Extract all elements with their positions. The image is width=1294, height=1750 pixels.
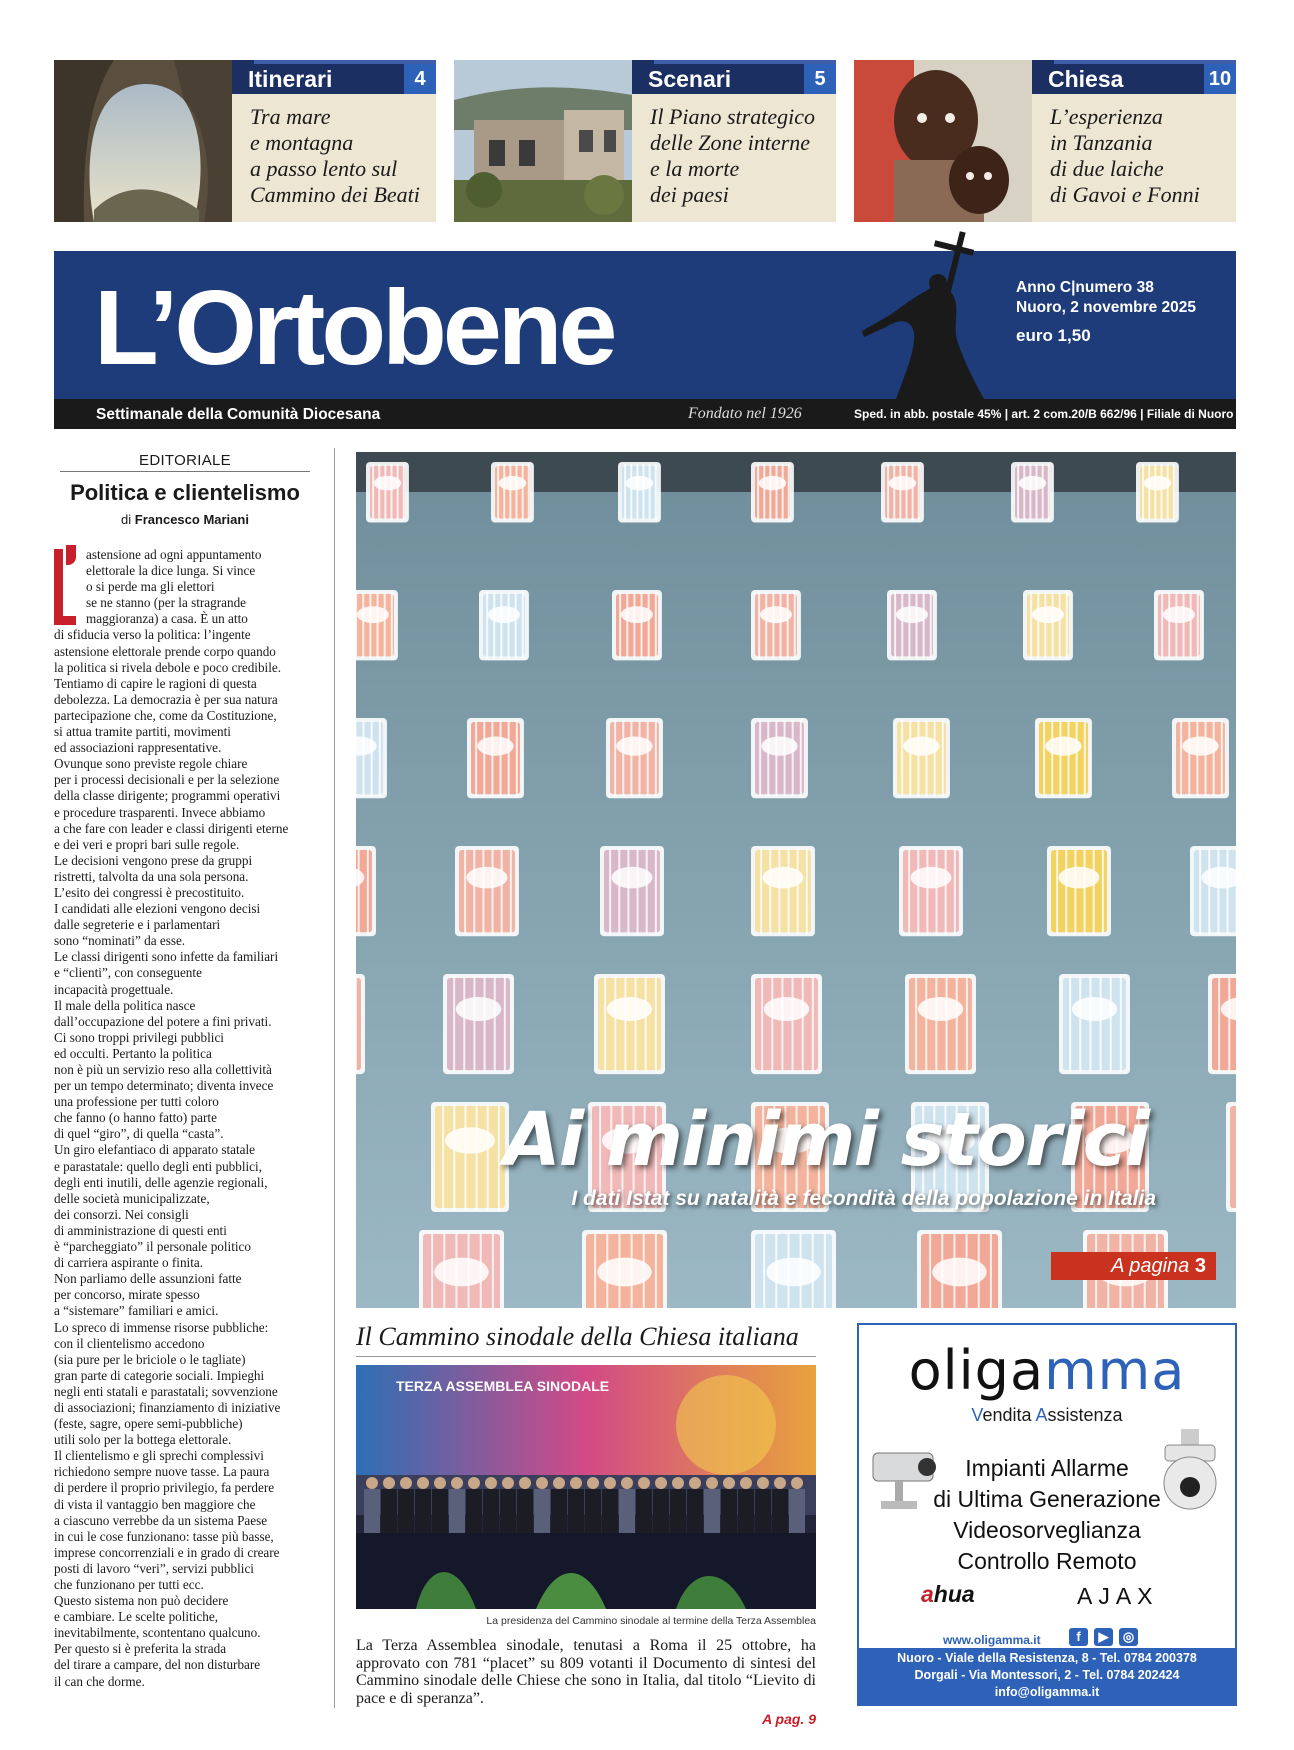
editorial-line: ristretti, talvolta da una sola persona. (54, 868, 249, 884)
synod-photo (356, 1365, 816, 1609)
editorial-line: Non parliamo delle assunzioni fatte (54, 1271, 242, 1287)
editorial-line: si attua tramite partiti, movimenti (54, 724, 231, 740)
editorial-line: delle società municipalizzate, (54, 1190, 210, 1206)
editorial-line: incapacità progettuale. (54, 981, 174, 997)
editorial-line: debolezza. La democrazia è per sua natura (54, 691, 278, 707)
editorial-line: dall’occupazione del potere a fini privati. (54, 1013, 272, 1029)
teaser-itinerari[interactable] (54, 60, 436, 222)
founded-note: Fondato nel 1926 (688, 405, 802, 422)
editorial-line: e cambiare. Le scelte politiche, (54, 1609, 219, 1625)
editorial-line: astensione elettorale prende corpo quando (54, 643, 276, 659)
dropcap-l-apostrophe (54, 549, 78, 625)
editorial-line: una professione per tutti coloro (54, 1094, 219, 1110)
editorial-line: ed associazioni rappresentative. (54, 740, 222, 756)
editorial-line: (sia pure per le briciole o le tagliate) (54, 1351, 246, 1367)
editorial-line: a che fare con leader e classi dirigenti eterne (54, 820, 289, 836)
editorial-line: Per questo si è preferita la strada (54, 1641, 227, 1657)
editorial-line: la politica si rivela debole e poco credibile. (54, 659, 282, 675)
editorial-line: inevitabilmente, scontentano qualcuno. (54, 1625, 261, 1641)
editorial-line: posti di lavoro “veri”, servizi pubblici (54, 1560, 254, 1576)
synod-headline[interactable]: Il Cammino sinodale della Chiesa italiana (356, 1322, 816, 1357)
editorial-line: della classe dirigente; programmi operativi (54, 788, 281, 804)
editorial-line: il can che dorme. (54, 1673, 145, 1689)
synod-body: La Terza Assemblea sinodale, tenutasi a Roma il 25 ottobre, ha approvato con 781 “placet” su 809 votanti il Documento di sintesi del Cammino sinodale delle Chiese che sono in Italia, dal titolo “Lievito di pace e di speranza”. (356, 1637, 816, 1707)
column-divider (334, 448, 335, 1708)
editorial-line: di sfiducia verso la politica: l’ingente (54, 627, 251, 643)
teaser-section-label: Scenari (648, 66, 732, 92)
editorial-line: richiedono sempre nuove tasse. La paura (54, 1464, 270, 1480)
editorial-line: Il male della politica nasce (54, 997, 196, 1013)
ad-social-links (1069, 1628, 1144, 1648)
editorial-line: Questo sistema non può decidere (54, 1593, 229, 1609)
teaser-section-label: Itinerari (248, 66, 333, 92)
editorial-line: del tirare a campare, del non disturbare (54, 1657, 261, 1673)
editorial-line: a “sistemare” familiari e amici. (54, 1303, 219, 1319)
masthead-subbar (54, 399, 1236, 429)
editorial-line: è “parcheggiato” il personale politico (54, 1239, 251, 1255)
lead-page-reference[interactable]: A pagina 3 (1051, 1252, 1216, 1280)
issue-date: Nuoro, 2 novembre 2025 (1016, 299, 1197, 316)
editorial-line: imprese concorrenziali e in grado di creare (54, 1544, 280, 1560)
teaser-chiesa[interactable] (854, 60, 1236, 222)
editorial-line: Le classi dirigenti sono infette da familiari (54, 949, 279, 965)
postal-info: Sped. in abb. postale 45% | art. 2 com.20/B 662/96 | Filiale di Nuoro (854, 407, 1234, 421)
facebook-icon[interactable]: f (1069, 1628, 1088, 1646)
teaser-photo-rock-arch (54, 60, 232, 222)
ad-partner-logos (859, 1581, 1235, 1611)
editorial-line: con il clientelismo accedono (54, 1335, 205, 1351)
editorial-line: che fanno (o hanno fatto) parte (54, 1110, 217, 1126)
editorial-line: dei consorzi. Nei consigli (54, 1206, 189, 1222)
editorial-line: ed occulti. Pertanto la politica (54, 1045, 212, 1061)
editorial-line: se ne stanno (per la stragrande (86, 595, 247, 611)
editorial-line: Tentiamo di capire le ragioni di questa (54, 675, 257, 691)
editorial-line: e procedure trasparenti. Invece abbiamo (54, 804, 266, 820)
editorial-line: I candidati alle elezioni vengono decisi (54, 901, 261, 917)
editorial-line: Lo spreco di immense risorse pubbliche: (54, 1319, 269, 1335)
editorial-line: che funzionano per tutti ecc. (54, 1577, 204, 1592)
editorial-line: negli enti statali e parastatali; sovvenzione (54, 1383, 278, 1399)
ad-brand-logo: oligamma (908, 1339, 1186, 1402)
editorial-byline: di Francesco Mariani (121, 512, 249, 527)
ad-services: Impianti Allarme di Ultima Generazione Videosorveglianza Controllo Remoto (933, 1455, 1161, 1574)
editorial-line: astensione ad ogni appuntamento (86, 547, 262, 562)
teaser-page-number: 10 (1204, 64, 1236, 94)
editorial-line: elettorale la dice lunga. Si vince (86, 563, 256, 579)
teaser-headline: Tra mare e montagna a passo lento sul Cammino dei Beati (250, 104, 420, 207)
teaser-headline: Il Piano strategico delle Zone interne e la morte dei paesi (650, 104, 815, 207)
editorial-line: di carriera aspirante o finita. (54, 1255, 204, 1271)
ajax-logo: AJAX (1077, 1583, 1159, 1609)
teaser-page-number: 5 (804, 64, 836, 94)
editorial-line: Il clientelismo e gli sprechi complessivi (54, 1448, 264, 1464)
editorial-line: dalle segreterie e i parlamentari (54, 917, 221, 933)
synod-article (356, 1322, 816, 1727)
editorial-title[interactable]: Politica e clientelismo (70, 480, 300, 505)
youtube-icon[interactable]: ▶ (1094, 1628, 1113, 1646)
editorial-line: e parastatale: quello degli enti pubblici, (54, 1158, 262, 1174)
editorial-line: per un tempo determinato; diventa invece (54, 1078, 274, 1094)
editorial-line: (feste, sagre, opere semi-pubbliche) (54, 1416, 243, 1432)
editorial-line: gran parte di categorie sociali. Impieghi (54, 1367, 265, 1383)
editorial-line: Ovunque sono previste regole chiare (54, 756, 248, 772)
teaser-section-label: Chiesa (1048, 66, 1124, 92)
ad-website-link[interactable]: www.oligamma.it (943, 1633, 1041, 1647)
newspaper-logo[interactable]: L’Ortobene (94, 269, 614, 387)
teaser-scenari[interactable] (454, 60, 836, 222)
editorial-line: e “clienti”, con conseguente (54, 965, 202, 981)
editorial-line: partecipazione che, come da Costituzione, (54, 707, 277, 723)
editorial-body (54, 547, 316, 1690)
editorial-line: Ci sono troppi privilegi pubblici (54, 1029, 224, 1045)
masthead (54, 251, 1236, 399)
teaser-headline: L’esperienza in Tanzania di due laiche di Gavoi e Fonni (1050, 104, 1200, 207)
editorial-line: utili solo per la bottega elettorale. (54, 1432, 232, 1448)
editorial-line: Le decisioni vengono prese da gruppi (54, 852, 253, 868)
editorial-line: L’esito dei congressi è precostituito. (54, 884, 245, 900)
lead-headline[interactable]: Ai minimi storici (503, 1097, 1148, 1183)
instagram-icon[interactable]: ◎ (1119, 1628, 1138, 1646)
issue-number: Anno C|numero 38 (1016, 279, 1154, 296)
editorial-line: a ciascuno verrebbe da un sistema Paese (54, 1512, 268, 1528)
synod-banner-text: TERZA ASSEMBLEA SINODALE (396, 1378, 610, 1394)
oligamma-advertisement[interactable] (857, 1323, 1237, 1706)
editorial-line: in cui le cose funzionano: tasse più basse, (54, 1528, 274, 1544)
teaser-page-number: 4 (404, 64, 436, 94)
teaser-photo-ruined-village (454, 60, 632, 222)
editorial-column (54, 452, 316, 1690)
lead-subheadline: I dati Istat su natalità e fecondità della popolazione in Italia (571, 1187, 1156, 1210)
editorial-line: di quel “giro”, di quella “casta”. (54, 1126, 224, 1142)
editorial-line: e dei veri e propri bari sulle regole. (54, 836, 240, 852)
editorial-line: maggioranza) a casa. È un atto (86, 611, 248, 627)
editorial-line: di vista il vantaggio ben maggiore che (54, 1496, 256, 1512)
editorial-line: per i processi decisionali e per la selezione (54, 772, 280, 788)
editorial-line: o si perde ma gli elettori (86, 579, 215, 595)
dahua-logo: ahua (921, 1581, 975, 1607)
editorial-line: sono “nominati” da esse. (54, 933, 186, 949)
teaser-photo-children (854, 60, 1032, 222)
ad-contacts: Nuoro - Viale della Resistenza, 8 - Tel. 0784 200378 Dorgali - Via Montessori, 2 - Tel. 0784 202424 info@oligamma.it (859, 1648, 1235, 1704)
lead-story[interactable] (356, 452, 1236, 1308)
editorial-line: di associazioni; finanziamento di iniziative (54, 1399, 281, 1415)
editorial-line: di perdere il proprio privilegio, fa perdere (54, 1480, 275, 1496)
redeemer-statue-icon (834, 231, 1024, 399)
masthead-subtitle: Settimanale della Comunità Diocesana (96, 406, 381, 423)
issue-price: euro 1,50 (1016, 326, 1091, 345)
editorial-line: Un giro elefantiaco di apparato statale (54, 1142, 256, 1158)
editorial-line: di amministrazione di questi enti (54, 1222, 227, 1238)
synod-photo-caption: La presidenza del Cammino sinodale al termine della Terza Assemblea (486, 1615, 816, 1627)
ad-tagline: Vendita Assistenza (971, 1405, 1123, 1425)
editorial-line: per concorso, mirate spesso (54, 1287, 200, 1303)
editorial-line: degli enti inutili, delle agenzie regionali, (54, 1174, 268, 1190)
editorial-line: non è più un servizio reso alla collettività (54, 1062, 272, 1077)
editorial-kicker: EDITORIALE (60, 452, 310, 472)
issue-info (1016, 278, 1196, 346)
author-name: Francesco Mariani (134, 512, 249, 527)
synod-page-reference[interactable]: A pag. 9 (762, 1711, 816, 1727)
